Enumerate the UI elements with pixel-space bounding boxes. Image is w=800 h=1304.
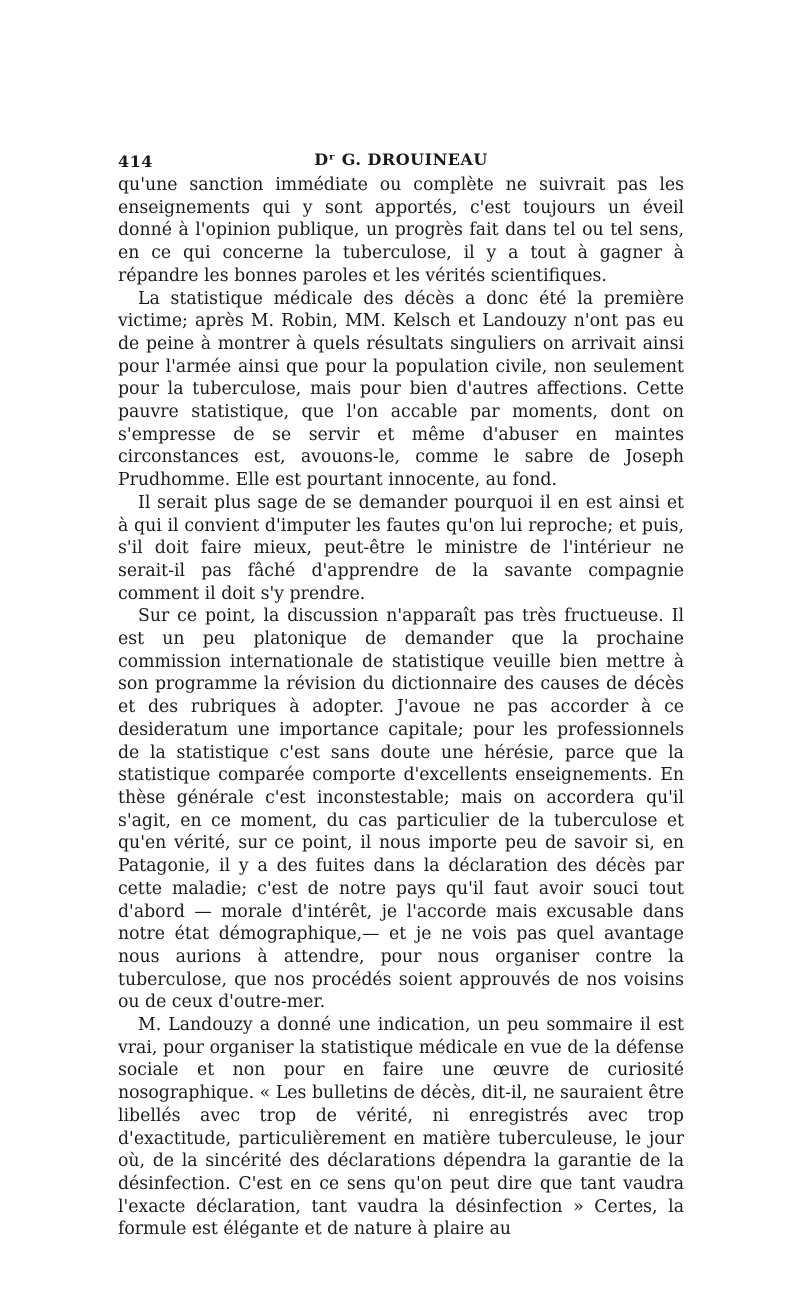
running-title: Dʳ G. DROUINEAU	[314, 150, 488, 169]
running-header	[118, 148, 684, 174]
paragraph-landouzy: M. Landouzy a donné une indication, un peu sommaire il est vrai, pour organiser la statistique médicale en vue de la défense sociale et non pour en faire une œuvre de curiosité nosographique. « Les bulletins de décès, dit-il, ne sauraient être libellés avec trop de vérité, ni enregistrés avec trop d'exactitude, particulièrement en matière tuberculeuse, le jour où, de la sincérité des déclarations dépendra la garantie de la désinfection. C'est en ce sens qu'on peut dire que tant vaudra l'exacte déclaration, tant vaudra la désinfection » Certes, la formule est élégante et de nature à plaire au	[118, 1015, 684, 1240]
body-text	[118, 174, 684, 1241]
paragraph-statistique: La statistique médicale des décès a donc été la première victime; après M. Robin, MM. Kelsch et Landouzy n'ont pas eu de peine à montrer à quels résultats singuliers on arrivait ainsi pour l'armée ainsi que pour la population civile, non seulement pour la tuberculose, mais pour bien d'autres affections. Cette pauvre statistique, que l'on accable par moments, dont on s'empresse de se servir et même d'abuser en maintes circonstances est, avouons-le, comme le sabre de Joseph Prudhomme. Elle est pourtant innocente, au fond.	[118, 288, 684, 491]
paragraph-plus-sage: Il serait plus sage de se demander pourquoi il en est ainsi et à qui il convient d'imputer les fautes qu'on lui reproche; et puis, s'il doit faire mieux, peut-être le ministre de l'intérieur ne serait-il pas fâché d'apprendre de la savante compagnie comment il doit s'y prendre.	[118, 492, 684, 604]
paragraph-discussion: Sur ce point, la discussion n'apparaît pas très fructueuse. Il est un peu platonique de demander que la prochaine commission internationale de statistique veuille bien mettre à son programme la révision du dictionnaire des causes de décès et des rubriques à adopter. J'avoue ne pas accorder à ce desideratum une importance capitale; pour les professionnels de la statistique c'est sans doute une hérésie, parce que la statistique comparée comporte d'excellents enseignements. En thèse générale c'est inconstestable; mais on accordera qu'il s'agit, en ce moment, du cas particulier de la tuberculose et qu'en vérité, sur ce point, il nous importe peu de savoir si, en Patagonie, il y a des fuites dans la déclaration des décès par cette maladie; c'est de notre pays qu'il faut avoir souci tout d'abord — morale d'intérêt, je l'accorde mais excusable dans notre état démographique,— et je ne vois pas quel avantage nous aurions à attendre, pour nous organiser contre la tuberculose, que nos procédés soient approuvés de nos voisins ou de ceux d'outre-mer.	[118, 606, 684, 1013]
book-page	[118, 148, 684, 1241]
page-number: 414	[118, 152, 153, 171]
paragraph-continuation: qu'une sanction immédiate ou complète ne suivrait pas les enseignements qui y sont apportés, c'est toujours un éveil donné à l'opinion publique, un progrès fait dans tel ou tel sens, en ce qui concerne la tuberculose, il y a tout à gagner à répandre les bonnes paroles et les vérités scientifiques.	[118, 175, 684, 286]
